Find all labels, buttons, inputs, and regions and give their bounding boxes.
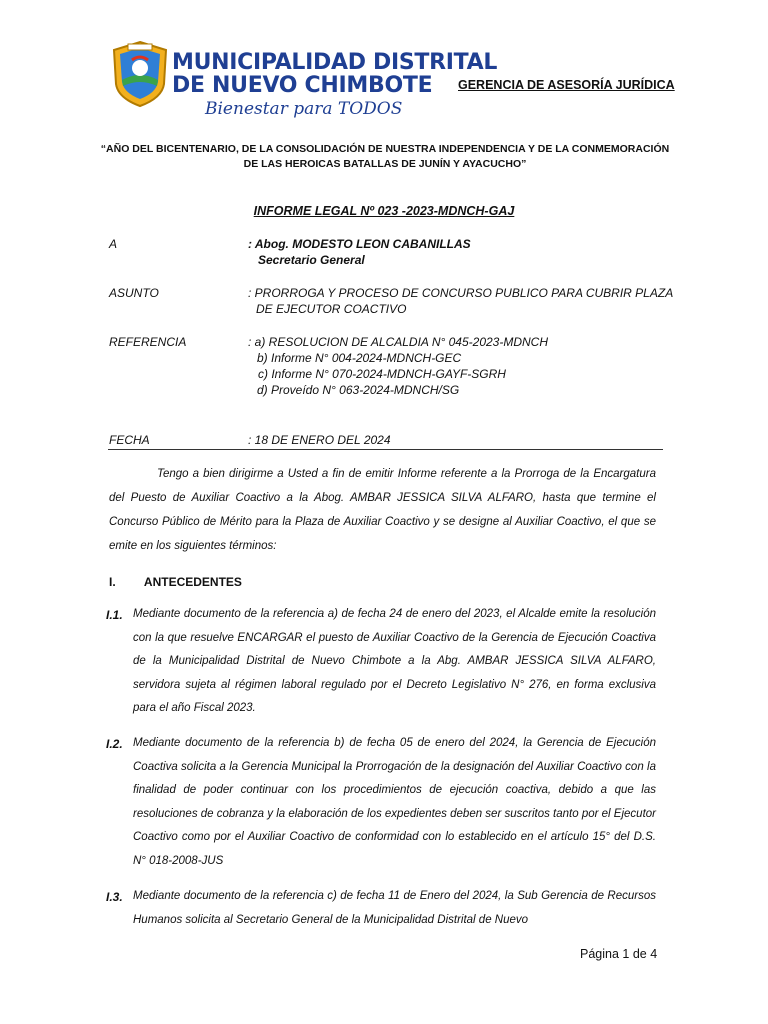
section-heading — [109, 575, 242, 589]
header-divider — [108, 449, 663, 450]
section-number: I. — [109, 575, 116, 589]
item-number: I.3. — [106, 890, 123, 904]
item-text: Mediante documento de la referencia a) de fecha 24 de enero del 2023, el Alcalde emite la resolución con la que resuelve ENCARGAR el puesto de Auxiliar Coactivo de la Gerencia de Ejecución Coactiva de la Municipalidad Distrital de Nuevo Chimbote a la Abg. AMBAR JESSICA SILVA ALFARO, servidora sujeta al régimen laboral regulado por el Decreto Legislativo N° 276, en forma exclusiva para el año Fiscal 2023. — [133, 608, 656, 714]
subject-line2: DE EJECUTOR COACTIVO — [256, 302, 407, 316]
item-number: I.1. — [106, 608, 123, 622]
date-label: FECHA — [109, 433, 150, 447]
item-number: I.2. — [106, 737, 123, 751]
section-title: ANTECEDENTES — [143, 575, 242, 589]
page-number: Página 1 de 4 — [580, 947, 658, 961]
department-name: GERENCIA DE ASESORÍA JURÍDICA — [458, 78, 675, 92]
municipality-name-line2: DE NUEVO CHIMBOTE — [172, 73, 433, 98]
to-label: A — [109, 237, 118, 251]
report-title: INFORME LEGAL Nº 023 -2023-MDNCH-GAJ — [253, 204, 515, 218]
reference-item: d) Proveído N° 063-2024-MDNCH/SG — [257, 383, 460, 397]
to-position: Secretario General — [258, 253, 365, 267]
municipality-slogan: Bienestar para TODOS — [205, 99, 403, 119]
year-motto: “AÑO DEL BICENTENARIO, DE LA CONSOLIDACIÓN DE NUESTRA INDEPENDENCIA Y DE LA CONMEMORACIÓN DE LAS HEROICAS BATALLAS DE JUNÍN Y AYACUCHO” — [100, 143, 670, 170]
reference-item: : a) RESOLUCION DE ALCALDIA N° 045-2023-MDNCH — [248, 335, 548, 349]
date-value: : 18 DE ENERO DEL 2024 — [248, 433, 391, 447]
to-name: : Abog. MODESTO LEON CABANILLAS — [248, 237, 471, 251]
subject-line1: : PRORROGA Y PROCESO DE CONCURSO PUBLICO PARA CUBRIR PLAZA — [248, 286, 674, 300]
item-text: Mediante documento de la referencia c) de fecha 11 de Enero del 2024, la Sub Gerencia de Recursos Humanos solicita al Secretario General de la Municipalidad Distrital de Nuevo — [133, 890, 656, 926]
subject-label: ASUNTO — [109, 286, 159, 300]
municipality-logo — [110, 40, 170, 108]
municipality-name-line1: MUNICIPALIDAD DISTRITAL — [172, 50, 498, 75]
reference-item: b) Informe N° 004-2024-MDNCH-GEC — [257, 351, 462, 365]
intro-paragraph: Tengo a bien dirigirme a Usted a fin de emitir Informe referente a la Prorroga de la Encargatura del Puesto de Auxiliar Coactivo a la Abog. AMBAR JESSICA SILVA ALFARO, hasta que termine el Concurso Público de Mérito para la Plaza de Auxiliar Coactivo y se designe al Auxiliar Coactivo, el que se emite en los siguientes términos: — [109, 468, 656, 552]
item-text: Mediante documento de la referencia b) de fecha 05 de enero del 2024, la Gerencia de Ejecución Coactiva solicita a la Gerencia Municipal la Prorrogación de la designación del Auxiliar Coactivo con la finalidad de poder continuar con los procedimientos de ejecución coactiva, debido a que las resoluciones de cobranza y la elaboración de los expedientes deben ser suscritos tanto por el Ejecutor Coactivo como por el Auxiliar Coactivo de conformidad con lo establecido en el artículo 15° del D.S. N° 018-2008-JUS — [133, 737, 656, 867]
reference-item: c) Informe N° 070-2024-MDNCH-GAYF-SGRH — [258, 367, 506, 381]
reference-label: REFERENCIA — [109, 335, 187, 349]
